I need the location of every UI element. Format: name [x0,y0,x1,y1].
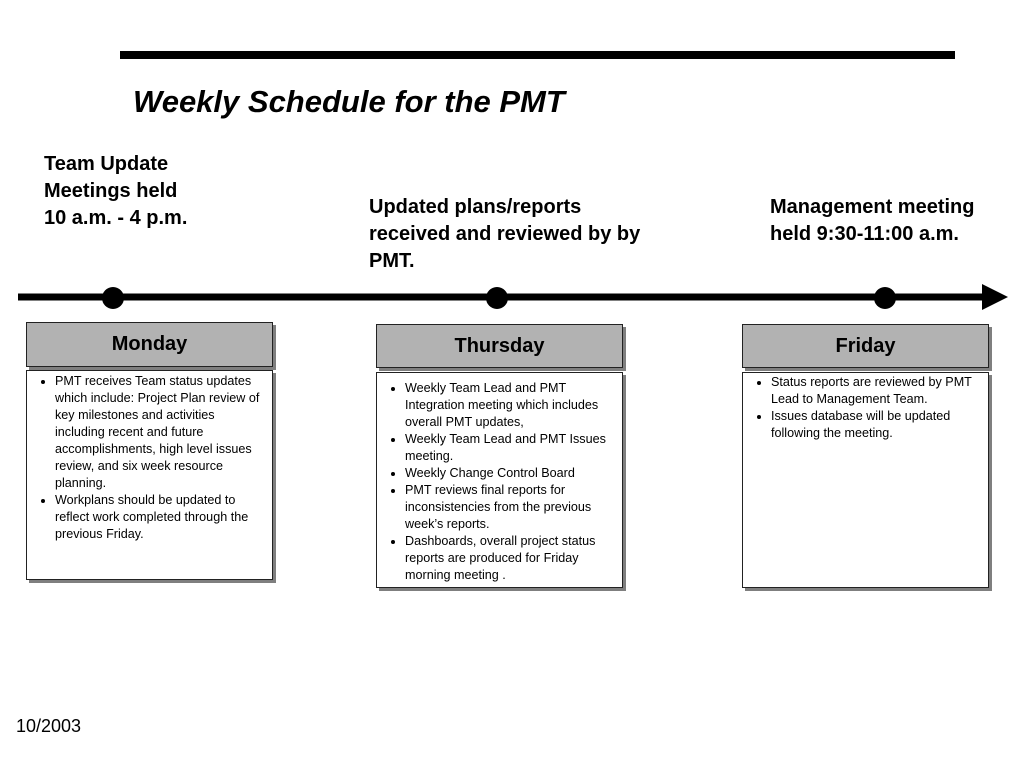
milestone-label-friday: Management meeting held 9:30-11:00 a.m. [770,196,975,245]
timeline-arrowhead [982,284,1008,310]
day-header-thursday: Thursday [376,324,623,368]
day-body-thursday [376,372,623,588]
task-item: • PMT receives Team status updates which include: Project Plan review of key milestones and activities including recent and future accomplishments, high level issues review, and six week resource planning. [55,373,266,492]
day-body-friday [742,372,989,588]
task-list-thursday [377,373,622,584]
day-card-monday [26,322,273,580]
timeline-dot-monday [102,287,124,309]
task-item: • Weekly Change Control Board [405,465,616,482]
task-item: • Weekly Team Lead and PMT Integration meeting which includes overall PMT updates, [405,380,616,431]
timeline-dot-thursday [486,287,508,309]
task-item: • PMT reviews final reports for inconsistencies from the previous week’s reports. [405,482,616,533]
milestone-label-monday: Team Update Meetings held 10 a.m. - 4 p.m. [44,153,188,229]
day-header-monday: Monday [26,322,273,367]
footer-date: 10/2003 [16,716,82,736]
timeline-dot-friday [874,287,896,309]
day-card-friday [742,324,989,588]
milestone-label-thursday: Updated plans/reports received and reviewed by by PMT. [369,196,641,272]
task-item: • Workplans should be updated to reflect work completed through the previous Friday. [55,492,266,543]
day-card-thursday [376,324,623,588]
task-item: • Status reports are reviewed by PMT Lead to Management Team. [771,374,982,408]
day-header-friday: Friday [742,324,989,368]
day-body-monday [26,370,273,580]
slide-title: Weekly Schedule for the PMT [133,84,565,119]
task-item: • Dashboards, overall project status reports are produced for Friday morning meeting . [405,533,616,584]
task-list-monday [27,371,272,543]
title-rule [120,51,955,59]
task-item: • Issues database will be updated following the meeting. [771,408,982,442]
task-item: • Weekly Team Lead and PMT Issues meeting. [405,431,616,465]
task-list-friday [743,373,988,442]
